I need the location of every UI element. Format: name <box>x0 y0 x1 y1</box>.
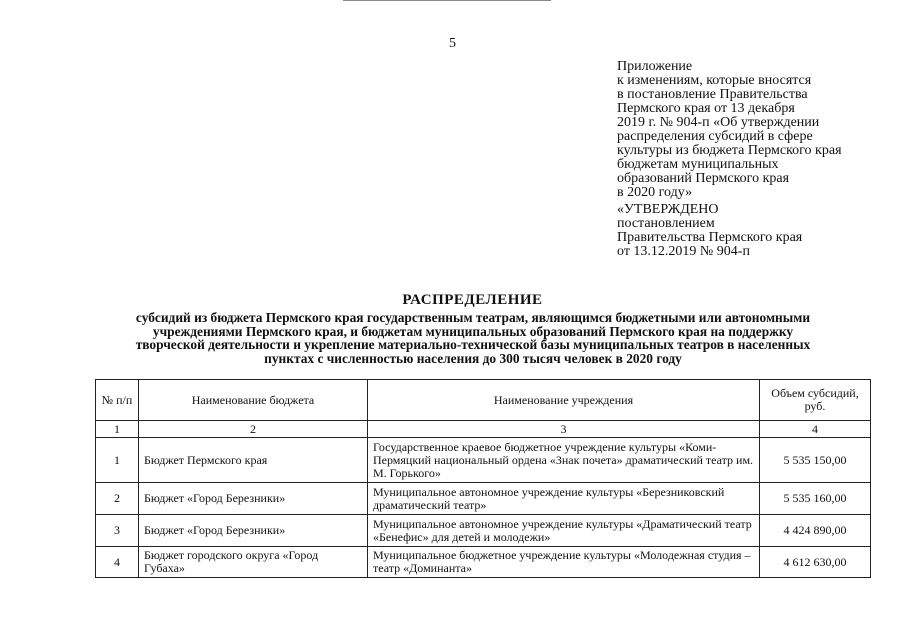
subtitle-line: творческой деятельности и укрепление материально-технической базы муниципальных театров в населенных <box>135 337 811 353</box>
subtitle-line: пунктах с численностью населения до 300 тысяч человек в 2020 году <box>264 350 682 366</box>
table-header-row <box>96 380 871 421</box>
approved-block <box>617 203 902 259</box>
row-budget: Бюджет городского округа «Город Губаха» <box>139 547 368 578</box>
header-num: № п/п <box>96 380 139 421</box>
header-institution: Наименование учреждения <box>368 380 760 421</box>
row-budget: Бюджет «Город Березники» <box>139 483 368 515</box>
row-institution: Муниципальное автономное учреждение культуры «Березниковский драматический театр» <box>368 483 760 515</box>
document-subtitle <box>88 311 858 365</box>
table-row <box>96 515 871 547</box>
row-num: 1 <box>96 438 139 483</box>
approved-line: от 13.12.2019 № 904-п <box>617 244 750 259</box>
column-index-cell: 1 <box>96 421 139 438</box>
table-row <box>96 547 871 578</box>
row-num: 3 <box>96 515 139 547</box>
top-rule <box>343 0 551 1</box>
subtitle-line: учреждениями Пермского края, и бюджетам муниципальных образований Пермского края на поддержку <box>152 323 794 339</box>
row-institution: Муниципальное бюджетное учреждение культуры «Молодежная студия – театр «Доминанта» <box>368 547 760 578</box>
annex-line: культуры из бюджета Пермского края <box>617 143 842 158</box>
header-budget: Наименование бюджета <box>139 380 368 421</box>
row-budget: Бюджет «Город Березники» <box>139 515 368 547</box>
annex-line: Приложение <box>617 59 693 74</box>
subtitle-line: субсидий из бюджета Пермского края государственным театрам, являющимся бюджетными или автономными <box>135 310 811 325</box>
approved-line: постановлением <box>617 216 715 231</box>
row-institution: Муниципальное автономное учреждение культуры «Драматический театр «Бенефис» для детей и молодежи» <box>368 515 760 547</box>
row-amount: 5 535 160,00 <box>760 483 871 515</box>
row-budget: Бюджет Пермского края <box>139 438 368 483</box>
table-row <box>96 438 871 483</box>
annex-line: распределения субсидий в сфере <box>617 129 813 144</box>
row-institution: Государственное краевое бюджетное учреждение культуры «Коми-Пермяцкий национальный ордена «Знак почета» драматический театр им. М. Горького» <box>368 438 760 483</box>
column-index-cell: 2 <box>139 421 368 438</box>
distribution-table <box>95 379 871 578</box>
approved-line: Правительства Пермского края <box>617 230 803 245</box>
column-index-cell: 3 <box>368 421 760 438</box>
row-num: 4 <box>96 547 139 578</box>
row-num: 2 <box>96 483 139 515</box>
column-index-cell: 4 <box>760 421 871 438</box>
annex-block <box>617 60 902 200</box>
approved-line: «УТВЕРЖДЕНО <box>617 202 719 217</box>
annex-line: в постановление Правительства <box>617 87 808 102</box>
annex-line: 2019 г. № 904-п «Об утверждении <box>617 115 820 130</box>
row-amount: 5 535 150,00 <box>760 438 871 483</box>
header-amount: Объем субсидий, руб. <box>760 380 871 421</box>
annex-line: в 2020 году» <box>617 185 693 200</box>
table-row <box>96 483 871 515</box>
annex-line: образований Пермского края <box>617 171 790 186</box>
column-index-row <box>96 421 871 438</box>
row-amount: 4 424 890,00 <box>760 515 871 547</box>
annex-line: Пермского края от 13 декабря <box>617 101 795 116</box>
annex-line: к изменениям, которые вносятся <box>617 73 812 88</box>
page-number: 5 <box>449 36 456 51</box>
row-amount: 4 612 630,00 <box>760 547 871 578</box>
annex-line: бюджетам муниципальных <box>617 157 779 172</box>
document-title: РАСПРЕДЕЛЕНИЕ <box>402 292 543 308</box>
